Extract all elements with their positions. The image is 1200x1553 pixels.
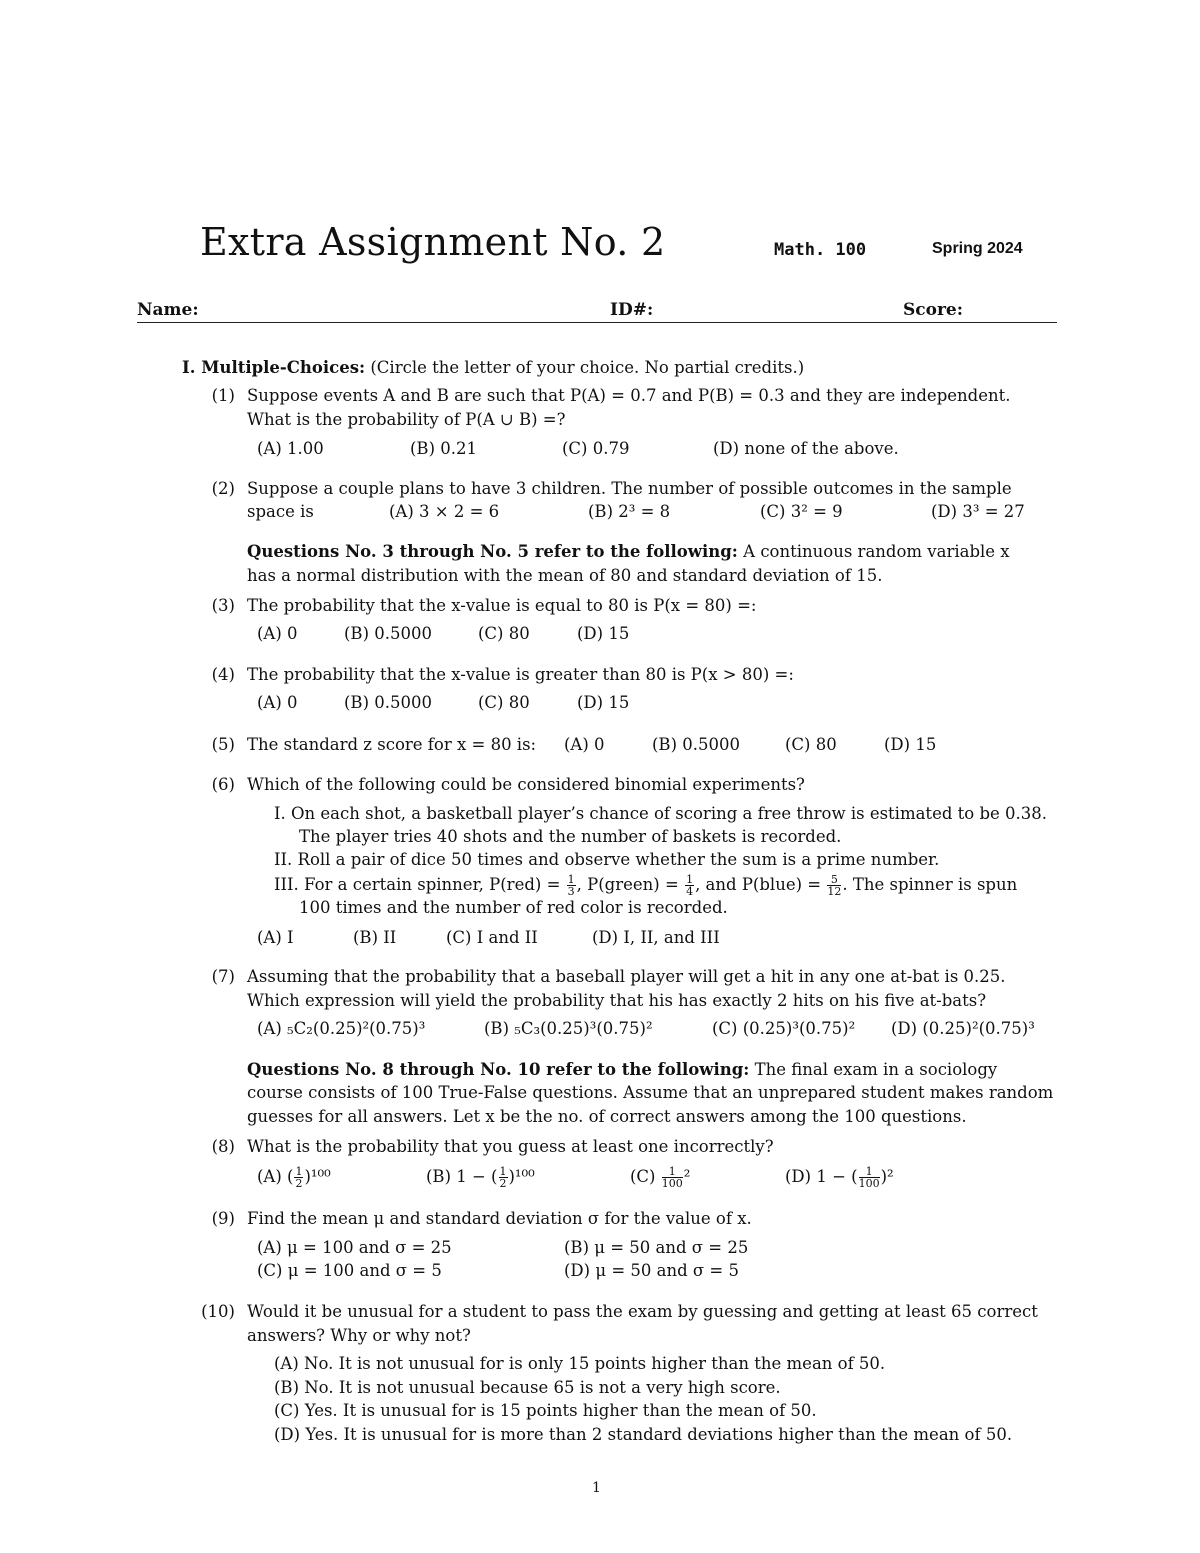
group-heading: Questions No. 8 through No. 10 refer to the following:: [247, 1060, 750, 1079]
fraction-half: $\frac{1}{2}$: [499, 1165, 507, 1190]
choice-a: (A) 0: [564, 735, 605, 754]
choice-c: (C) $\frac{1}{100}$ ²: [630, 1165, 691, 1190]
choice-c: (C) Yes. It is unusual for is 15 points higher than the mean of 50.: [274, 1401, 817, 1420]
group-text: A continuous random variable x: [743, 542, 1010, 561]
fraction-green: $\frac{1}{4}$: [686, 873, 694, 898]
choice-b: (B) 2³ = 8: [588, 502, 671, 521]
fraction-red: $\frac{1}{3}$: [567, 873, 575, 898]
choice-c: (C) 80: [785, 735, 837, 754]
question-number: (7): [211, 967, 235, 986]
name-label: Name:: [137, 300, 199, 320]
question-number: (6): [211, 775, 235, 794]
choice-b: (B) ₅C₃(0.25)³(0.75)²: [484, 1019, 653, 1038]
choice-c: (C) 3² = 9: [760, 502, 843, 521]
id-label: ID#:: [610, 300, 654, 320]
choice-b: (B) II: [353, 928, 397, 947]
question-number: (9): [211, 1209, 235, 1228]
question-text: The probability that the x-value is equal to 80 is P(x = 80) =:: [247, 596, 757, 615]
score-label: Score:: [903, 300, 964, 320]
question-text: Would it be unusual for a student to pass the exam by guessing and getting at least 65 correct: [247, 1302, 1038, 1321]
question-text: Assuming that the probability that a baseball player will get a hit in any one at-bat is 0.25.: [247, 967, 1006, 986]
course-label: Math. 100: [774, 240, 867, 260]
choice-d: (D) 1 − ( $\frac{1}{100}$ )²: [785, 1165, 894, 1190]
group-text: course consists of 100 True-False questions. Assume that an unprepared student makes random: [247, 1083, 1054, 1102]
choice-b: (B) 0.5000: [652, 735, 740, 754]
choice-c: (C) (0.25)³(0.75)²: [712, 1019, 856, 1038]
choice-d: (D) 3³ = 27: [931, 502, 1025, 521]
question-text: What is the probability of P(A ∪ B) =?: [247, 410, 566, 429]
section-heading: [182, 358, 804, 377]
choice-d: (D) 15: [884, 735, 937, 754]
question-text: Find the mean μ and standard deviation σ for the value of x.: [247, 1209, 752, 1228]
question-number: (3): [211, 596, 235, 615]
choice-a: (A) No. It is not unusual for is only 15 points higher than the mean of 50.: [274, 1354, 886, 1373]
choice-a: (A) 1.00: [257, 439, 324, 458]
fraction-hundredth: $\frac{1}{100}$: [858, 1165, 880, 1190]
choice-d: (D) none of the above.: [713, 439, 899, 458]
question-text: The standard z score for x = 80 is:: [247, 735, 537, 754]
page-number: 1: [592, 1480, 601, 1496]
choice-a: (A) 0: [257, 693, 298, 712]
choice-a: (A) μ = 100 and σ = 25: [257, 1238, 452, 1257]
choice-c: (C) I and II: [446, 928, 538, 947]
group-text: has a normal distribution with the mean of 80 and standard deviation of 15.: [247, 566, 883, 585]
section-label: I. Multiple-Choices:: [182, 358, 366, 377]
header-rule: [137, 322, 1057, 323]
choice-c: (C) μ = 100 and σ = 5: [257, 1261, 442, 1280]
question-number: (4): [211, 665, 235, 684]
question-text: answers? Why or why not?: [247, 1326, 471, 1345]
question-text: space is: [247, 502, 314, 521]
statement-i-cont: The player tries 40 shots and the number of baskets is recorded.: [299, 827, 842, 846]
choice-c: (C) 0.79: [562, 439, 630, 458]
question-text: Suppose a couple plans to have 3 children. The number of possible outcomes in the sample: [247, 479, 1012, 498]
fraction-hundredth: $\frac{1}{100}$: [661, 1165, 683, 1190]
choice-d: (D) (0.25)²(0.75)³: [891, 1019, 1035, 1038]
choice-b: (B) 0.5000: [344, 693, 432, 712]
question-number: (10): [201, 1302, 235, 1321]
choice-d: (D) μ = 50 and σ = 5: [564, 1261, 739, 1280]
choice-a: (A) I: [257, 928, 294, 947]
statement-i: I. On each shot, a basketball player’s chance of scoring a free throw is estimated to be 0.38.: [274, 804, 1048, 823]
question-text: The probability that the x-value is greater than 80 is P(x > 80) =:: [247, 665, 794, 684]
fraction-half: $\frac{1}{2}$: [295, 1165, 303, 1190]
question-text: Which expression will yield the probability that his has exactly 2 hits on his five at-bats?: [247, 991, 987, 1010]
choice-a: (A) 3 × 2 = 6: [389, 502, 500, 521]
question-text: What is the probability that you guess at least one incorrectly?: [247, 1137, 774, 1156]
choice-a: (A) ₅C₂(0.25)²(0.75)³: [257, 1019, 426, 1038]
choice-b: (B) No. It is not unusual because 65 is not a very high score.: [274, 1378, 781, 1397]
choice-d: (D) 15: [577, 624, 630, 643]
choice-b: (B) μ = 50 and σ = 25: [564, 1238, 749, 1257]
term-label: Spring 2024: [932, 240, 1023, 257]
choice-c: (C) 80: [478, 693, 530, 712]
choice-b: (B) 0.5000: [344, 624, 432, 643]
section-instructions: (Circle the letter of your choice. No partial credits.): [370, 358, 805, 377]
group-text: guesses for all answers. Let x be the no. of correct answers among the 100 questions.: [247, 1107, 967, 1126]
choice-a: (A) ( $\frac{1}{2}$ )¹⁰⁰: [257, 1165, 331, 1190]
question-number: (2): [211, 479, 235, 498]
fraction-blue: $\frac{5}{12}$: [827, 873, 842, 898]
choice-c: (C) 80: [478, 624, 530, 643]
choice-d: (D) 15: [577, 693, 630, 712]
question-text: Suppose events A and B are such that P(A) = 0.7 and P(B) = 0.3 and they are independent.: [247, 386, 1011, 405]
choice-b: (B) 1 − ( $\frac{1}{2}$ )¹⁰⁰: [426, 1165, 535, 1190]
group-heading: Questions No. 3 through No. 5 refer to the following:: [247, 542, 738, 561]
choice-a: (A) 0: [257, 624, 298, 643]
choice-d: (D) Yes. It is unusual for is more than 2 standard deviations higher than the mean of 50.: [274, 1425, 1013, 1444]
statement-iii-cont: 100 times and the number of red color is recorded.: [299, 898, 728, 917]
page-title: Extra Assignment No. 2: [200, 220, 666, 264]
choice-b: (B) 0.21: [410, 439, 477, 458]
statement-iii: III. For a certain spinner, P(red) = $\frac{1}{3}$ , P(green) = $\frac{1}{4}$ , and P(blue) = $\frac{5}{12}$ . The spinner is spun: [274, 873, 1018, 898]
choice-d: (D) I, II, and III: [592, 928, 720, 947]
question-number: (8): [211, 1137, 235, 1156]
statement-ii: II. Roll a pair of dice 50 times and observe whether the sum is a prime number.: [274, 850, 940, 869]
question-number: (5): [211, 735, 235, 754]
group-text: The final exam in a sociology: [754, 1060, 998, 1079]
question-number: (1): [211, 386, 235, 405]
question-text: Which of the following could be considered binomial experiments?: [247, 775, 805, 794]
